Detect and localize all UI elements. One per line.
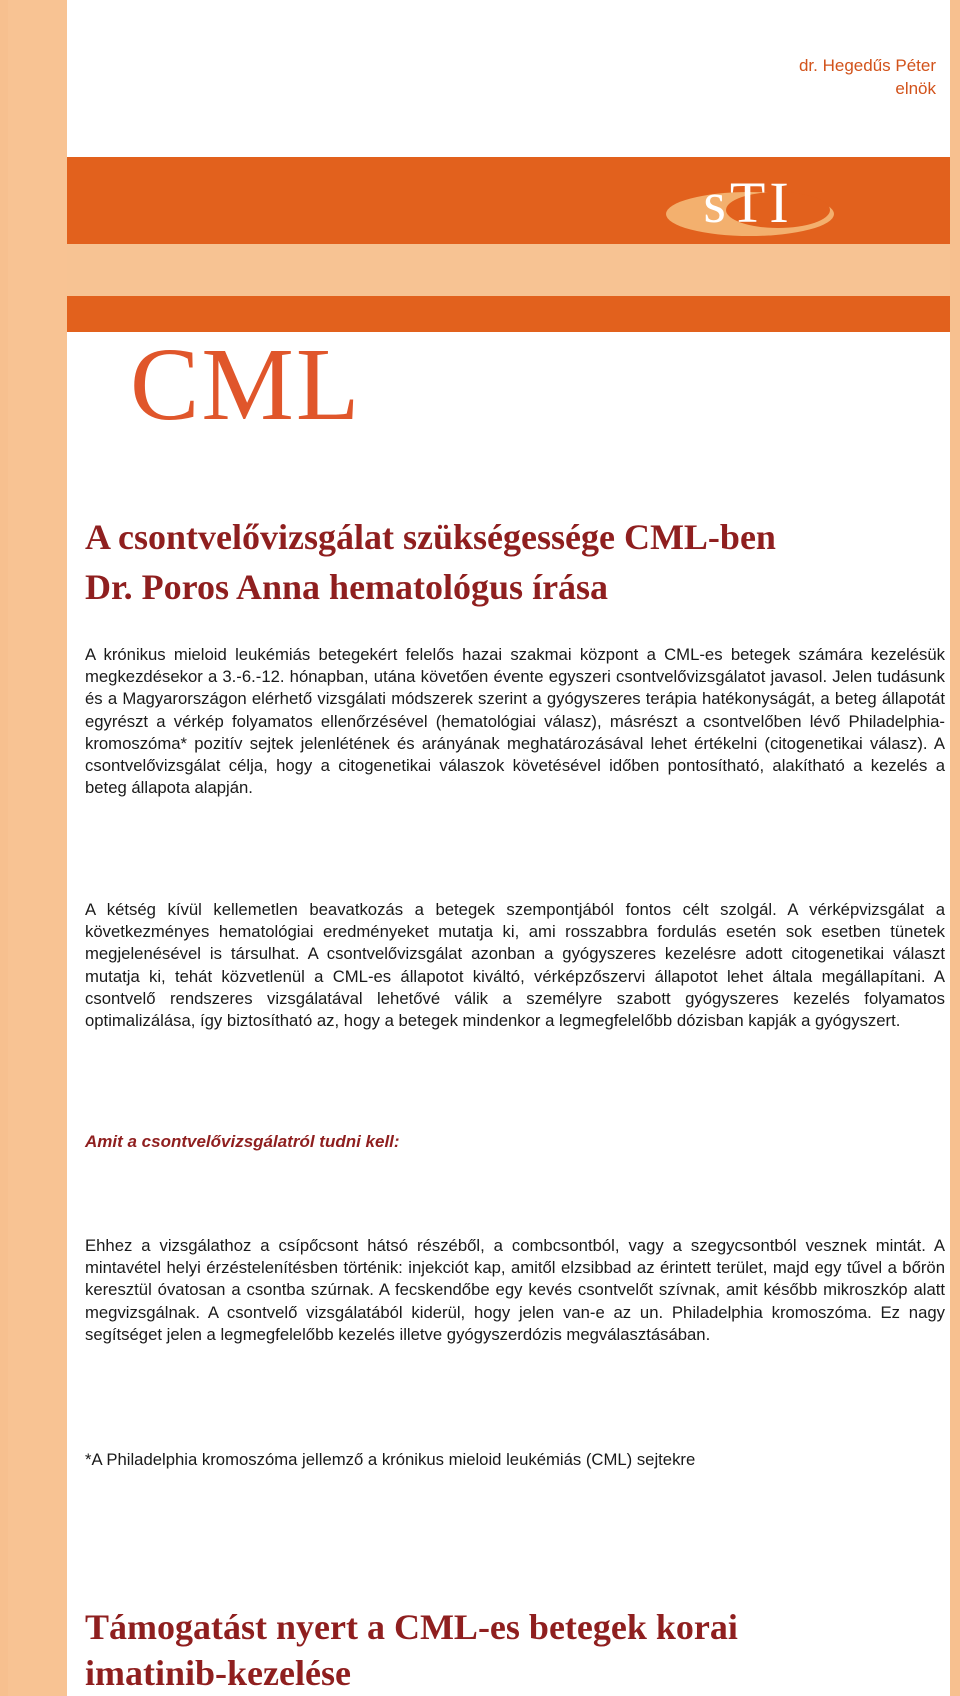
footnote: *A Philadelphia kromoszóma jellemző a krónikus mieloid leukémiás (CML) sejtekre (85, 1450, 696, 1469)
author-block (799, 54, 936, 100)
paragraph-3: Ehhez a vizsgálathoz a csípőcsont hátsó részéből, a combcsontból, vagy a szegycsontból vesznek mintát. A mintavétel helyi érzéstelenítésben történik: injekciót kap, amitől elzsibbad az érintett terület, majd egy tűvel a bőrön keresztül óvatosan a csontba szúrnak. A fecskendőbe egy kevés csontvelőt szívnak, amit később mikroszkóp alatt megvizsgálnak. A csontvelő vizsgálatából kiderül, hogy jelen van-e az un. Philadelphia kromoszóma. Ez nagy segítséget jelen a legmegfelelőbb kezelés illetve gyógyszerdózis megválasztásában. (85, 1236, 945, 1344)
banner-peach-band (67, 244, 950, 296)
logo-text: sTI (703, 170, 793, 235)
author-name: dr. Hegedűs Péter (798, 56, 936, 75)
article-author-line: Dr. Poros Anna hematológus írása (85, 567, 609, 607)
cml-logo: CML (130, 327, 362, 442)
paragraph-1: A krónikus mieloid leukémiás betegekért felelős hazai szakmai központ a CML-es betegek számára kezelésük megkezdésekor a 3.-6.-12. hónapban, utána követően évente egyszeri csontvelővizsgálatot javasol. Jelen tudásunk és a Magyarországon elérhető vizsgálati módszerek szerint a gyógyszeres terápia hatékonyságát, a beteg állapotát egyrészt a vérkép folyamatos ellenőrzésével (hematológiai válasz), másrészt a csontvelőben lévő Philadelphia- kromoszóma* pozitív sejtek jelenlétének és arányának meghatározásával lehet értékelni (citogenetikai válasz). A csontvelővizsgálat célja, hogy a citogenetikai válaszok követésével időben pontosítható, alakítható a kezelés a beteg állapota alapján. (85, 645, 945, 798)
right-decorative-stripe (950, 0, 960, 1696)
article-title: A csontvelővizsgálat szükségessége CML-ben (85, 517, 776, 557)
left-decorative-stripe-inner (8, 0, 67, 1696)
author-role: elnök (895, 79, 936, 98)
sti-logo (660, 160, 840, 242)
section-subheading: Amit a csontvelővizsgálatról tudni kell: (85, 1132, 400, 1151)
next-article-title: Támogatást nyert a CML-es betegek korai imatinib-kezelése (85, 1607, 738, 1693)
paragraph-2: A kétség kívül kellemetlen beavatkozás a betegek szempontjából fontos célt szolgál. A vérképvizsgálat a következményes hematológiai eredményeket mutatja ki, ami rosszabbra fordulás esetén sok esetben tünetek megjelenésével is társulhat. A csontvelővizsgálat azonban a gyógyszeres kezelésre adott citogenetikai választ mutatja ki, tehát közvetlenül a CML-es állapotot kiváltó, vérképzőszervi állapotot lehet általa megállapítani. A csontvelő rendszeres vizsgálatával lehetővé válik a személyre szabott gyógyszeres kezelés folyamatos optimalizálása, így biztosítható az, hogy a betegek mindenkor a legmegfelelőbb dózisban kapják a gyógyszert. (85, 900, 945, 1031)
